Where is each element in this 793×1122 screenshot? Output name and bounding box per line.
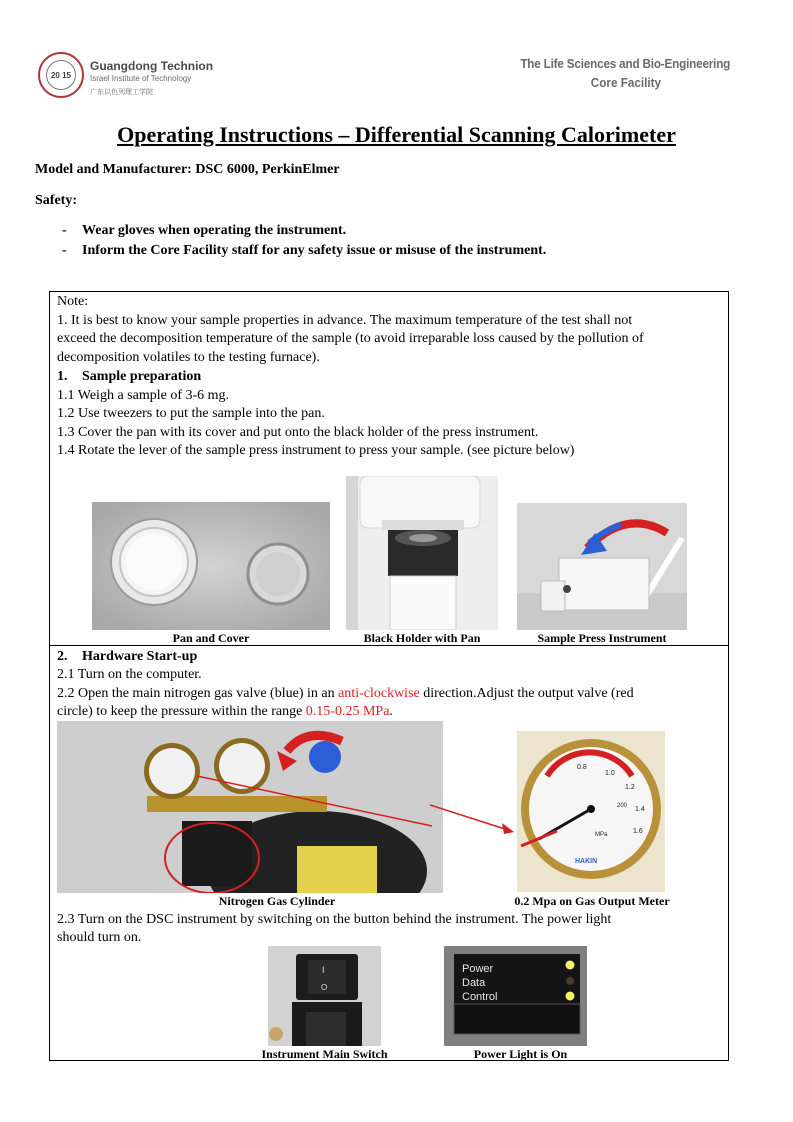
institution-chinese-name: 广东以色列理工学院 <box>90 89 153 96</box>
institution-name: Guangdong Technion <box>90 59 214 73</box>
black-holder-illustration <box>346 476 498 630</box>
pressure-gauge-illustration <box>517 731 665 892</box>
facility-line-2: Core Facility <box>590 75 661 90</box>
caption-power-light: Power Light is On <box>473 1047 568 1061</box>
step-1-4: 1.4 Rotate the lever of the sample press instrument to press your sample. (see picture below) <box>57 443 575 458</box>
gauge-photo <box>517 731 665 892</box>
step-1-2: 1.2 Use tweezers to put the sample into the pan. <box>57 406 325 421</box>
gauge-brand: HAKIN <box>575 858 598 865</box>
gauge-label: 1.0 <box>605 770 615 777</box>
facility-line-1: The Life Sciences and Bio-Engineering <box>520 56 730 71</box>
switch-on-symbol: I <box>322 965 325 975</box>
step-1-1: 1.1 Weigh a sample of 3-6 mg. <box>57 388 230 403</box>
safety-item: - Wear gloves when operating the instrument. <box>62 223 347 238</box>
gauge-label: 1.4 <box>635 806 645 813</box>
power-light-panel-illustration <box>444 946 587 1046</box>
note-label: Note: <box>57 294 89 309</box>
gauge-label: 0.8 <box>577 764 587 771</box>
caption-main-switch: Instrument Main Switch <box>261 1047 388 1061</box>
main-switch-illustration <box>268 946 381 1046</box>
section-1-number: 1. <box>57 369 68 384</box>
institution-subtitle: Israel Institute of Technology <box>90 74 192 83</box>
caption-pan-and-cover: Pan and Cover <box>172 631 250 645</box>
section-1-heading: Sample preparation <box>82 369 202 384</box>
main-switch-photo <box>268 946 381 1046</box>
step-2-2-line-2: circle) to keep the pressure within the range 0.15-0.25 MPa. <box>57 704 393 719</box>
step-2-3-line-2: should turn on. <box>57 930 142 945</box>
pan-and-cover-photo <box>92 502 330 630</box>
sample-press-photo <box>517 503 687 630</box>
safety-item: - Inform the Core Facility staff for any safety issue or misuse of the instrument. <box>62 243 547 258</box>
gauge-label: 1.6 <box>633 828 643 835</box>
control-led-icon <box>566 992 575 1001</box>
pressure-range-highlight: 0.15-0.25 MPa <box>305 704 390 719</box>
note-line: exceed the decomposition temperature of the sample (to avoid irreparable loss caused by the pollution of <box>57 331 644 346</box>
switch-off-symbol: O <box>321 983 328 992</box>
step-2-2-line-1: 2.2 Open the main nitrogen gas valve (blue) in an anti-clockwise direction.Adjust the output valve (red <box>57 686 634 701</box>
anti-clockwise-highlight: anti-clockwise <box>338 686 420 701</box>
gauge-label: 1.2 <box>625 784 635 791</box>
panel-label-data: Data <box>462 977 486 989</box>
note-line: decomposition volatiles to the testing furnace). <box>57 350 320 365</box>
power-light-photo <box>444 946 587 1046</box>
caption-sample-press: Sample Press Instrument <box>537 631 667 645</box>
power-led-icon <box>566 961 575 970</box>
data-led-icon <box>566 977 574 985</box>
caption-nitrogen-cylinder: Nitrogen Gas Cylinder <box>218 894 336 908</box>
note-line: 1. It is best to know your sample properties in advance. The maximum temperature of the test shall not <box>57 313 633 328</box>
section-2-number: 2. <box>57 649 68 664</box>
nitrogen-cylinder-photo <box>57 721 443 893</box>
gauge-label: MPa <box>595 832 608 838</box>
step-2-3-line-1: 2.3 Turn on the DSC instrument by switching on the button behind the instrument. The power light <box>57 912 612 927</box>
caption-gauge: 0.2 Mpa on Gas Output Meter <box>514 894 670 908</box>
document-title: Operating Instructions – Differential Scanning Calorimeter <box>117 122 676 147</box>
pan-and-cover-illustration <box>92 502 330 630</box>
panel-label-control: Control <box>462 991 498 1003</box>
step-1-3: 1.3 Cover the pan with its cover and put onto the black holder of the press instrument. <box>57 425 539 440</box>
sample-press-illustration <box>517 503 687 630</box>
nitrogen-cylinder-illustration <box>57 721 443 893</box>
black-holder-photo <box>346 476 498 630</box>
logo-seal-text: 20 15 <box>46 60 76 90</box>
model-manufacturer: Model and Manufacturer: DSC 6000, PerkinElmer <box>35 162 340 177</box>
panel-label-power: Power <box>462 963 494 975</box>
gauge-label: 200 <box>617 803 628 809</box>
pointer-arrow <box>430 790 520 840</box>
safety-heading: Safety: <box>35 193 77 208</box>
caption-black-holder: Black Holder with Pan <box>363 631 481 645</box>
step-2-1: 2.1 Turn on the computer. <box>57 667 202 682</box>
section-2-heading: Hardware Start-up <box>82 649 198 664</box>
